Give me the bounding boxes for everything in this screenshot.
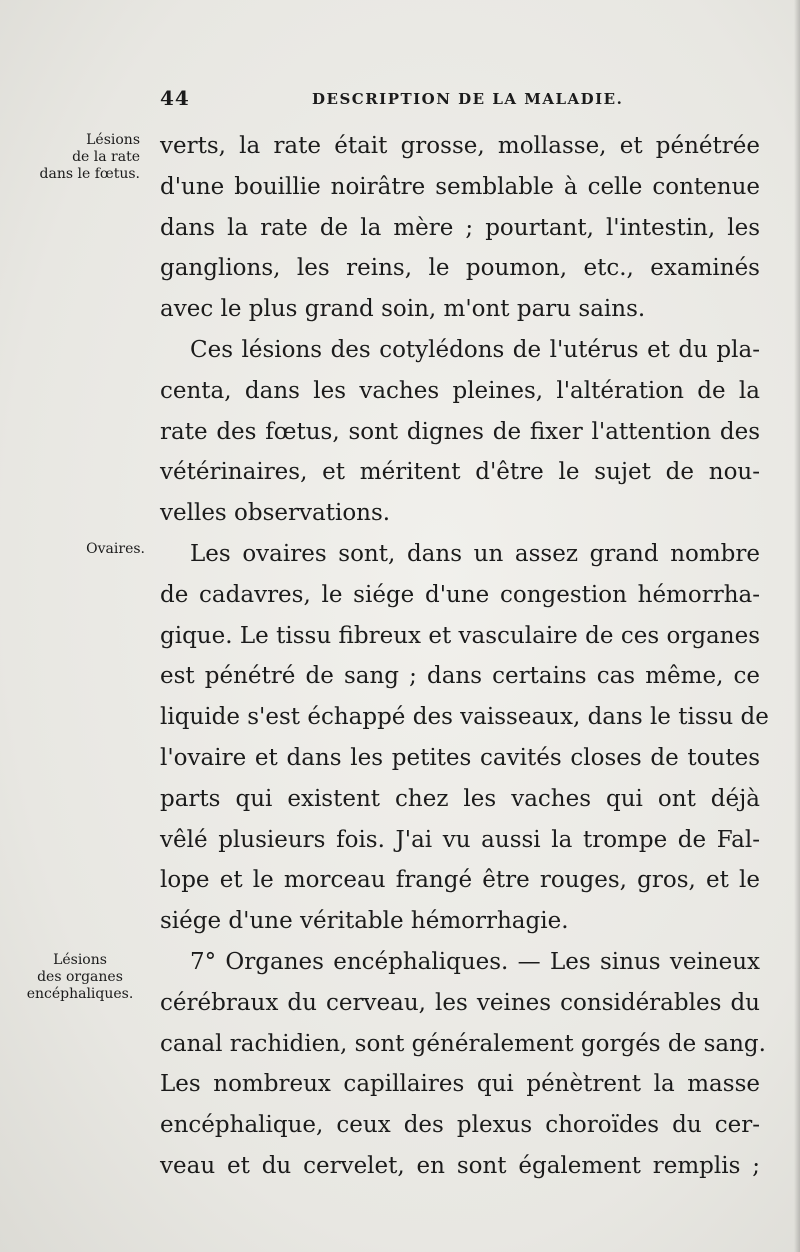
running-head: DESCRIPTION DE LA MALADIE.: [312, 90, 624, 108]
text-line: rate des fœtus, sont dignes de fixer l'attention des: [160, 418, 760, 445]
body-text: [160, 126, 769, 1187]
margin-note-lesions-rate: Lésions de la rate dans le fœtus.: [39, 132, 140, 182]
page-edge-shadow: [794, 0, 800, 1252]
text-line: siége d'une véritable hémorrhagie.: [160, 908, 569, 935]
text-line: vétérinaires, et méritent d'être le sujet de nou-: [160, 459, 760, 486]
text-line: vêlé plusieurs fois. J'ai vu aussi la trompe de Fal-: [160, 826, 760, 853]
text-line: centa, dans les vaches pleines, l'altération de la: [160, 377, 760, 404]
text-line: encéphalique, ceux des plexus choroïdes du cer-: [160, 1112, 760, 1139]
text-line: gique. Le tissu fibreux et vasculaire de ces organes: [160, 622, 760, 649]
margin-note-ovaires: Ovaires.: [86, 541, 145, 557]
text-line: liquide s'est échappé des vaisseaux, dans le tissu de: [160, 704, 769, 731]
text-line: parts qui existent chez les vaches qui ont déjà: [160, 785, 760, 812]
text-line: lope et le morceau frangé être rouges, gros, et le: [160, 867, 760, 894]
text-line: dans la rate de la mère ; pourtant, l'intestin, les: [160, 214, 760, 241]
text-line: Ces lésions des cotylédons de l'utérus et du pla-: [190, 336, 760, 363]
text-line: cérébraux du cerveau, les veines considérables du: [160, 989, 760, 1016]
text-line: Les nombreux capillaires qui pénètrent la masse: [160, 1071, 760, 1098]
text-line: ganglions, les reins, le poumon, etc., examinés: [160, 255, 760, 282]
text-line: l'ovaire et dans les petites cavités closes de toutes: [160, 744, 760, 771]
text-line: canal rachidien, sont généralement gorgés de sang.: [160, 1030, 766, 1057]
page-number: 44: [160, 86, 190, 110]
text-line: d'une bouillie noirâtre semblable à celle contenue: [160, 173, 760, 200]
text-line: avec le plus grand soin, m'ont paru sains.: [160, 296, 646, 323]
page-header: [0, 86, 800, 116]
text-line: Les ovaires sont, dans un assez grand nombre: [190, 540, 760, 567]
text-line: 7° Organes encéphaliques. — Les sinus veineux: [190, 948, 760, 975]
text-line: veau et du cervelet, en sont également remplis ;: [160, 1152, 760, 1179]
margin-note-lesions-encephaliques: Lésions des organes encéphaliques.: [26, 952, 134, 1002]
text-line: velles observations.: [160, 500, 391, 527]
text-line: verts, la rate était grosse, mollasse, et pénétrée: [160, 133, 760, 159]
text-line: de cadavres, le siége d'une congestion hémorrha-: [160, 581, 760, 608]
text-line: est pénétré de sang ; dans certains cas même, ce: [160, 663, 760, 690]
